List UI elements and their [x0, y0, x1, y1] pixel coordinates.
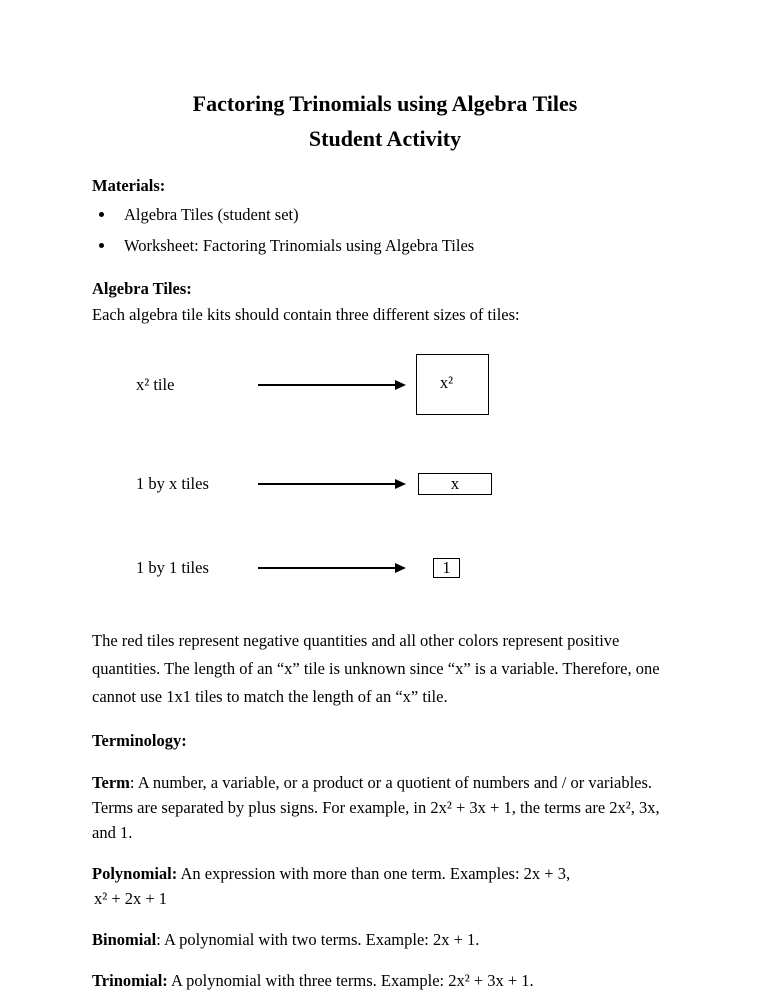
list-item: • Algebra Tiles (student set)	[116, 202, 678, 228]
term-label: Term	[92, 773, 130, 792]
terminology-heading: Terminology:	[92, 731, 187, 750]
tile-row-x2	[136, 354, 678, 415]
polynomial-text-line2: x² + 2x + 1	[94, 889, 168, 908]
arrow-right-icon	[258, 567, 404, 569]
polynomial-label: Polynomial:	[92, 864, 178, 883]
polynomial-definition	[92, 861, 678, 911]
tile-label: 1 by 1 tiles	[136, 558, 209, 577]
tile-label: 1 by x tiles	[136, 474, 209, 493]
binomial-text: : A polynomial with two terms. Example: 2x + 1.	[156, 930, 480, 949]
page-title-line1: Factoring Trinomials using Algebra Tiles	[192, 91, 578, 116]
algebra-tiles-intro: Each algebra tile kits should contain three different sizes of tiles:	[92, 305, 520, 324]
polynomial-text: An expression with more than one term. Examples: 2x + 3,	[177, 864, 571, 883]
page-title	[92, 86, 678, 156]
tile-text: x	[450, 474, 460, 493]
term-text: : A number, a variable, or a product or a quotient of numbers and / or variables. Terms are separated by plus signs. For example, in 2x² + 3x + 1, the terms are 2x², 3x, and 1.	[92, 773, 660, 842]
tiles-note-paragraph: The red tiles represent negative quantities and all other colors represent positive quantities. The length of an “x” tile is unknown since “x” is a variable. Therefore, one cannot use 1x1 tiles to match the length of an “x” tile.	[92, 631, 660, 706]
unit-tile	[433, 558, 460, 578]
list-item: • Worksheet: Factoring Trinomials using Algebra Tiles	[116, 233, 678, 259]
tile-label: x² tile	[136, 374, 175, 394]
x2-tile	[416, 354, 489, 415]
algebra-tiles-heading: Algebra Tiles:	[92, 279, 192, 298]
tile-text: 1	[442, 558, 451, 577]
tile-row-x	[136, 471, 678, 497]
x-tile	[418, 473, 492, 495]
materials-heading: Materials:	[92, 176, 166, 195]
materials-list	[116, 202, 678, 259]
tile-row-unit	[136, 555, 678, 581]
term-definition	[92, 770, 678, 845]
tile-diagram	[136, 354, 678, 581]
binomial-label: Binomial	[92, 930, 157, 949]
tile-text: x²	[439, 372, 454, 392]
page-title-line2: Student Activity	[308, 126, 462, 151]
trinomial-definition	[92, 968, 678, 993]
arrow-right-icon	[258, 384, 404, 386]
binomial-definition	[92, 927, 678, 952]
trinomial-label: Trinomial:	[92, 971, 168, 990]
trinomial-text: A polynomial with three terms. Example: 2x² + 3x + 1.	[167, 971, 534, 990]
arrow-right-icon	[258, 483, 404, 485]
